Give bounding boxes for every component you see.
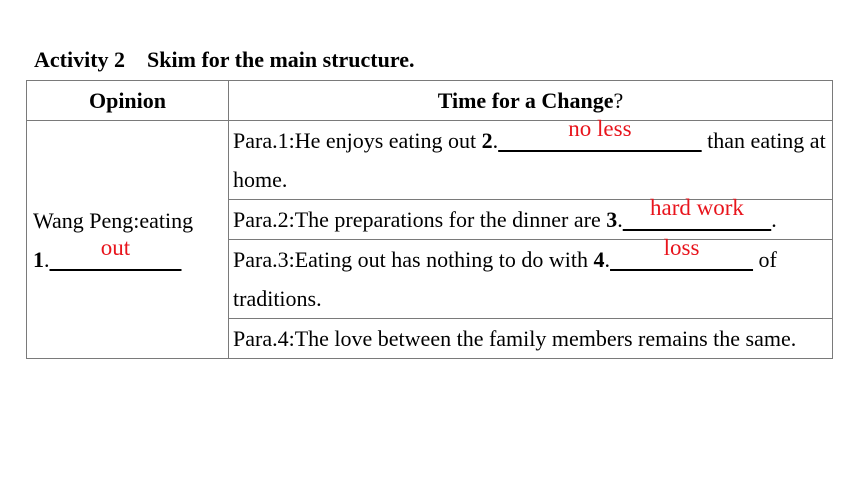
structure-table	[26, 80, 833, 359]
para-text-before: Para.3:Eating out has nothing to do with	[233, 247, 594, 272]
para-text: Para.4:The love between the family members remains the same.	[233, 326, 797, 351]
header-title-suffix: ?	[613, 88, 624, 113]
answer-blank	[50, 234, 182, 279]
answer-blank	[610, 235, 753, 279]
answer-text: hard work	[650, 195, 744, 220]
blank-punct: .	[604, 247, 611, 272]
answer-text: no less	[568, 116, 632, 141]
para-text-after: .	[771, 207, 777, 232]
activity-heading: Activity 2 Skim for the main structure.	[34, 47, 415, 72]
para-cell	[229, 319, 833, 359]
blank-number: 3	[606, 207, 618, 232]
answer-text: out	[100, 234, 131, 260]
blank-number: 4	[593, 247, 605, 272]
blank-number: 1	[33, 246, 44, 272]
answer-blank	[498, 116, 702, 160]
blank-punct: .	[492, 128, 499, 153]
para-text-after: than eating at home.	[233, 128, 826, 192]
blank-punct: .	[44, 246, 50, 272]
opinion-cell	[27, 121, 229, 359]
para-text-before: Para.1:He enjoys eating out	[233, 128, 482, 153]
answer-text: loss	[663, 235, 700, 260]
table-header-row	[27, 81, 833, 121]
header-opinion: Opinion	[27, 81, 229, 121]
blank-number: 2	[481, 128, 493, 153]
para-text-after: of traditions.	[233, 247, 777, 311]
opinion-text: Wang Peng:eating	[33, 207, 194, 233]
para-text-before: Para.2:The preparations for the dinner are	[233, 207, 607, 232]
blank-punct: .	[617, 207, 623, 232]
header-title-text: Time for a Change	[437, 88, 614, 113]
para-cell	[229, 235, 833, 319]
